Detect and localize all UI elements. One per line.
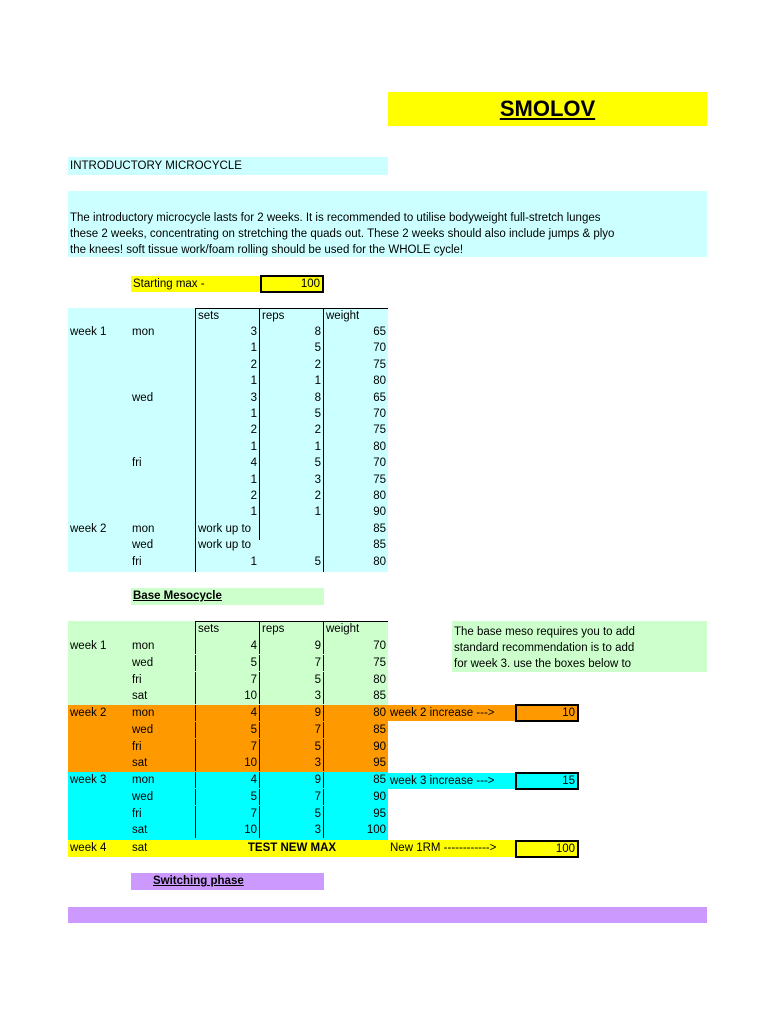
week4-row (68, 840, 515, 857)
starting-max-input[interactable]: 100 (260, 275, 324, 293)
day-label: sat (132, 690, 148, 703)
weight-cell: 70 (373, 408, 386, 420)
base-header-reps: reps (262, 623, 285, 635)
day-label: wed (132, 539, 154, 552)
base-header-sets: sets (198, 623, 220, 635)
reps-cell: 2 (314, 490, 321, 502)
sets-cell: 1 (250, 375, 257, 388)
day-label (130, 504, 195, 520)
day-label: mon (132, 640, 155, 652)
sets-cell: 3 (250, 326, 257, 338)
weight-cell: 85 (323, 688, 388, 704)
sets-cell: 4 (250, 457, 257, 470)
base-mesocycle-heading: Base Mesocycle (131, 588, 324, 605)
week-label: week 2 (70, 522, 107, 535)
sets-cell: 1 (250, 440, 257, 453)
weight-cell: 70 (373, 457, 386, 470)
weight-cell: 85 (373, 539, 386, 552)
reps-cell: 1 (314, 440, 321, 453)
weight-cell: 80 (373, 375, 386, 388)
switching-phase-heading (131, 873, 324, 890)
work-up-note: work up to (198, 539, 252, 552)
week3-increase-input[interactable]: 15 (515, 772, 579, 790)
day-label (130, 488, 195, 504)
week-label (68, 655, 130, 671)
weight-cell: 70 (323, 638, 388, 654)
reps-cell: 7 (259, 789, 323, 805)
reps-cell: 7 (259, 722, 323, 738)
weight-cell: 85 (373, 522, 386, 535)
week-label (68, 455, 130, 471)
reps-cell: 1 (314, 506, 321, 519)
new-1rm-input[interactable]: 100 (515, 840, 579, 858)
day-label: mon (132, 707, 155, 719)
reps-cell: 9 (259, 638, 323, 654)
sets-cell: 7 (195, 672, 259, 688)
base-header-weight: weight (326, 623, 360, 635)
switching-phase-text: Switching phase (153, 875, 244, 887)
work-up-note: work up to (198, 522, 252, 535)
week-label (68, 739, 130, 755)
sets-cell: 5 (195, 655, 259, 671)
base-note-line: standard recommendation is to add (454, 642, 635, 654)
intro-heading: INTRODUCTORY MICROCYCLE (68, 157, 388, 175)
day-label: mon (132, 522, 155, 535)
sets-cell: 5 (195, 789, 259, 805)
sets-cell: 2 (250, 424, 257, 437)
day-label: sat (132, 757, 148, 770)
week-label (68, 373, 130, 389)
week-label (68, 488, 130, 504)
intro-line: The introductory microcycle lasts for 2 weeks. It is recommended to utilise bodyweight full-stretch lunges (70, 212, 601, 224)
weight-cell: 65 (373, 391, 386, 404)
header-weight: weight (326, 310, 360, 322)
week2-increase-input[interactable]: 10 (515, 704, 579, 722)
week-label (68, 537, 130, 553)
weight-cell: 90 (373, 506, 386, 519)
day-label (130, 373, 195, 389)
day-label (130, 422, 195, 438)
reps-cell: 3 (259, 688, 323, 704)
weight-cell: 75 (373, 473, 386, 486)
intro-paragraph (68, 191, 707, 257)
sets-cell: 7 (195, 806, 259, 822)
week4-day: sat (132, 842, 148, 854)
weight-cell: 85 (323, 772, 388, 788)
header-reps: reps (262, 310, 285, 322)
new-1rm-label: New 1RM ------------> (390, 842, 497, 854)
base-table (68, 638, 388, 838)
day-label (130, 340, 195, 356)
base-note-box (452, 621, 707, 672)
week-label (68, 390, 130, 406)
day-label: fri (132, 555, 142, 568)
week-label (68, 472, 130, 488)
day-label (130, 357, 195, 373)
week-label (68, 688, 130, 704)
reps-cell: 3 (314, 473, 321, 486)
weight-cell: 80 (323, 705, 388, 721)
week-label (68, 504, 130, 520)
day-label: wed (132, 790, 154, 803)
sets-cell: 2 (250, 358, 257, 371)
reps-cell: 9 (259, 772, 323, 788)
week-label (68, 672, 130, 688)
day-label: wed (132, 656, 154, 669)
reps-cell: 3 (259, 822, 323, 838)
starting-max-label: Starting max - (131, 276, 260, 292)
day-label: fri (132, 457, 142, 470)
base-note-line: for week 3. use the boxes below to (454, 658, 632, 670)
weight-cell: 75 (373, 424, 386, 437)
sets-cell: 2 (250, 490, 257, 502)
week4-label: week 4 (70, 842, 107, 854)
sets-cell: 4 (195, 638, 259, 654)
day-label: fri (132, 673, 142, 686)
reps-cell: 5 (259, 806, 323, 822)
weight-cell: 85 (323, 722, 388, 738)
week-label (68, 422, 130, 438)
day-label: mon (132, 774, 155, 786)
day-label: mon (132, 326, 155, 338)
weight-cell: 90 (323, 739, 388, 755)
day-label: fri (132, 807, 142, 820)
week-label (68, 554, 130, 570)
sets-cell: 1 (250, 555, 257, 568)
reps-cell: 7 (259, 655, 323, 671)
test-new-max: TEST NEW MAX (247, 842, 337, 854)
weight-cell: 100 (323, 822, 388, 838)
intro-table (68, 308, 388, 572)
week2-increase-label: week 2 increase ---> (388, 705, 515, 721)
title-banner: SMOLOV (388, 92, 707, 126)
sets-cell: 10 (195, 688, 259, 704)
sets-cell: 1 (250, 473, 257, 486)
week-label: week 1 (70, 326, 107, 338)
weight-cell: 80 (323, 672, 388, 688)
intro-line: these 2 weeks, concentrating on stretching the quads out. These 2 weeks should also include jumps & plyo (70, 228, 615, 240)
reps-cell: 3 (259, 755, 323, 771)
weight-cell: 80 (373, 440, 386, 453)
reps-cell: 2 (314, 424, 321, 437)
sets-cell: 5 (195, 722, 259, 738)
sets-cell: 10 (195, 822, 259, 838)
day-label: wed (132, 391, 154, 404)
base-note-line: The base meso requires you to add (454, 626, 635, 638)
weight-cell: 65 (373, 326, 386, 338)
week-label (68, 789, 130, 805)
intro-line: the knees! soft tissue work/foam rolling should be used for the WHOLE cycle! (70, 244, 464, 256)
reps-cell: 5 (314, 342, 321, 355)
week-label: week 3 (70, 774, 107, 786)
sets-cell: 3 (250, 391, 257, 404)
week-label: week 2 (70, 707, 107, 719)
week-label: week 1 (70, 640, 107, 652)
reps-cell: 5 (259, 672, 323, 688)
weight-cell: 75 (373, 358, 386, 371)
reps-cell: 9 (259, 705, 323, 721)
weight-cell: 95 (323, 806, 388, 822)
sets-cell: 7 (195, 739, 259, 755)
weight-cell: 95 (323, 755, 388, 771)
day-label: wed (132, 723, 154, 736)
reps-cell: 5 (314, 408, 321, 420)
day-label: sat (132, 824, 148, 837)
reps-cell: 5 (314, 555, 321, 568)
switching-phase-band (68, 907, 707, 923)
sets-cell: 1 (250, 342, 257, 355)
week-label (68, 406, 130, 422)
day-label: fri (132, 740, 142, 753)
sets-cell: 4 (195, 705, 259, 721)
week3-increase-label: week 3 increase ---> (388, 773, 515, 789)
weight-cell: 80 (373, 490, 386, 502)
reps-cell: 1 (314, 375, 321, 388)
day-label (130, 472, 195, 488)
sets-cell: 1 (250, 408, 257, 420)
header-sets: sets (198, 310, 220, 322)
base-table-header (68, 621, 388, 638)
sets-cell: 4 (195, 772, 259, 788)
reps-cell: 2 (314, 358, 321, 371)
sets-cell: 10 (195, 755, 259, 771)
week-label (68, 755, 130, 771)
week-label (68, 822, 130, 838)
weight-cell: 70 (373, 342, 386, 355)
weight-cell: 75 (323, 655, 388, 671)
week-label (68, 806, 130, 822)
week-label (68, 439, 130, 455)
sets-cell: 1 (250, 506, 257, 519)
reps-cell: 8 (314, 326, 321, 338)
day-label (130, 406, 195, 422)
day-label (130, 439, 195, 455)
weight-cell: 80 (373, 555, 386, 568)
week-label (68, 722, 130, 738)
weight-cell: 90 (323, 789, 388, 805)
reps-cell: 5 (314, 457, 321, 470)
reps-cell: 8 (314, 391, 321, 404)
week-label (68, 340, 130, 356)
week-label (68, 357, 130, 373)
reps-cell: 5 (259, 739, 323, 755)
